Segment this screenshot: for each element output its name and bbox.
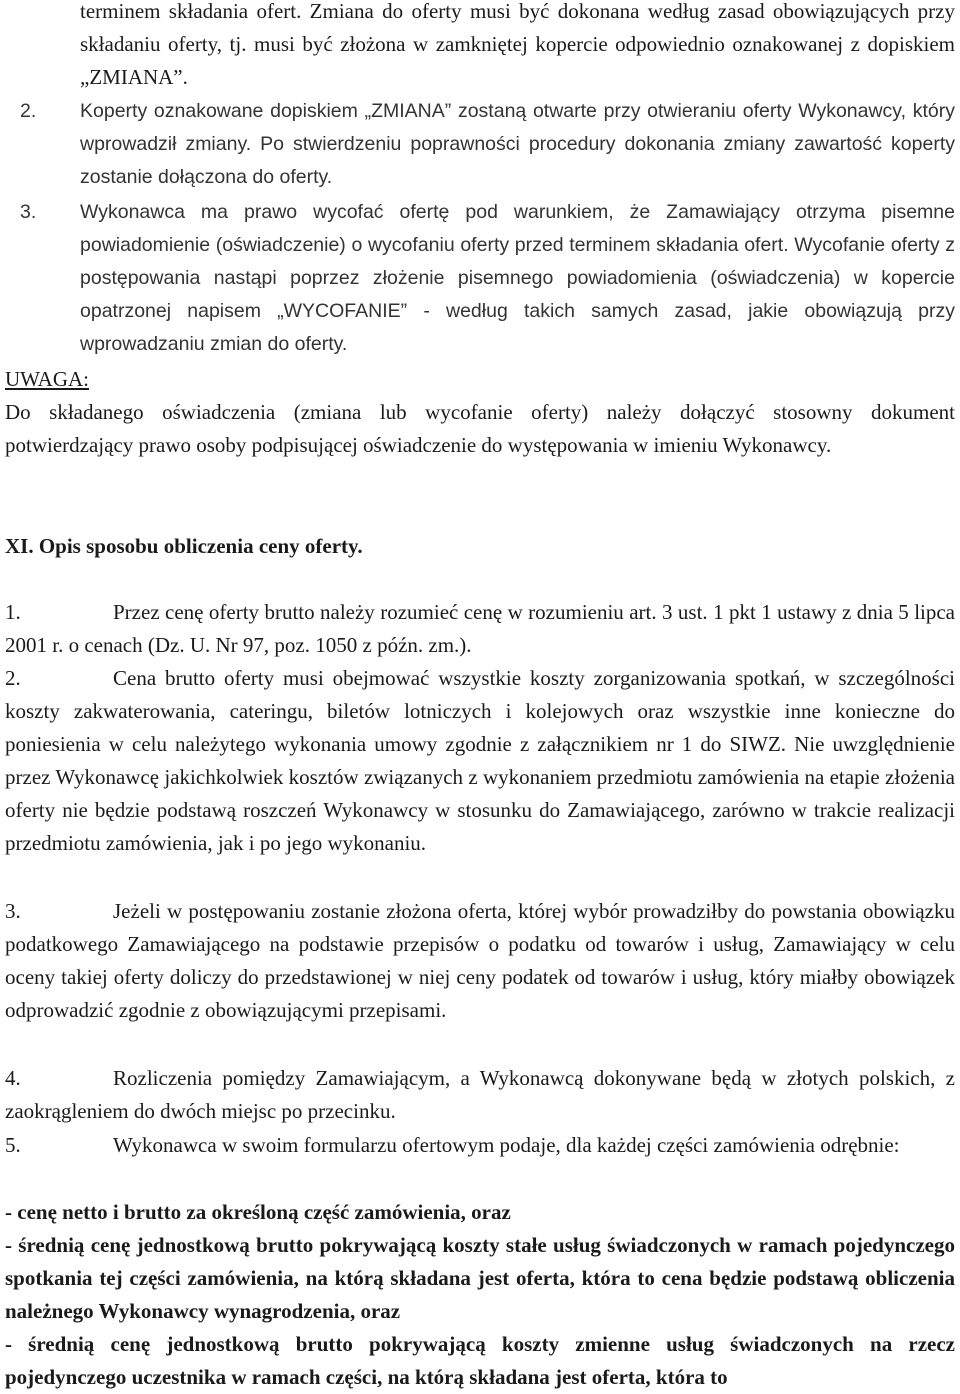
xi-item-4	[5, 1062, 955, 1128]
item-text: Cena brutto oferty musi obejmować wszystkie koszty zorganizowania spotkań, w szczególności koszty zakwaterowania, cateringu, biletów lotniczych i kolejowych oraz wszystkie inne konieczne do poniesienia w celu należytego wykonania umowy zgodnie z załącznikiem nr 1 do SIWZ. Nie uwzględnienie przez Wykonawcę jakichkolwiek kosztów związanych z wykonaniem przedmiotu zamówienia na etapie złożenia oferty nie będzie podstawą roszczeń Wykonawcy w stosunku do Zamawiającego, zarówno w trakcie realizacji przedmiotu zamówienia, jak i po jego wykonaniu.	[5, 666, 955, 855]
item-text: Rozliczenia pomiędzy Zamawiającym, a Wykonawcą dokonywane będą w złotych polskich, z zaokrągleniem do dwóch miejsc po przecinku.	[5, 1066, 955, 1123]
xi-item-2-paragraph	[5, 662, 955, 860]
uwaga-block	[5, 363, 955, 462]
xi-item-3-paragraph	[5, 895, 955, 1027]
bullet-item: - średnią cenę jednostkową brutto pokrywającą koszty stałe usług świadczonych w ramach pojedynczego spotkania tej części zamówienia, na którą składana jest oferta, która to cena będzie podstawą obliczenia należnego Wykonawcy wynagrodzenia, oraz	[5, 1233, 955, 1323]
xi-item-4-paragraph	[5, 1062, 955, 1128]
item-2	[5, 95, 955, 194]
xi-item-5-paragraph	[5, 1129, 955, 1162]
uwaga-text: Do składanego oświadczenia (zmiana lub wycofanie oferty) należy dołączyć stosowny dokument potwierdzający prawo osoby podpisującej oświadczenie do występowania w imieniu Wykonawcy.	[5, 400, 955, 457]
item-number: 4.	[5, 1066, 21, 1090]
item-text: Jeżeli w postępowaniu zostanie złożona oferta, której wybór prowadziłby do powstania obowiązku podatkowego Zamawiającego na podstawie przepisów o podatku od towarów i usług, Zamawiający w celu oceny takiej oferty doliczy do przedstawionej w niej ceny podatek od towarów i usług, który miałby obowiązek odprowadzić zgodnie z obowiązującymi przepisami.	[5, 899, 955, 1022]
item-text: Wykonawca ma prawo wycofać ofertę pod warunkiem, że Zamawiający otrzyma pisemne powiadomienie (oświadczenie) o wycofaniu oferty przed terminem składania ofert. Wycofanie oferty z postępowania nastąpi poprzez złożenie pisemnego powiadomienia (oświadczenia) w kopercie opatrzonej napisem „WYCOFANIE” - według takich samych zasad, jakie obowiązują przy wprowadzaniu zmian do oferty.	[80, 201, 955, 355]
uwaga-label: UWAGA:	[5, 367, 89, 391]
bullet-item: - cenę netto i brutto za określoną część zamówienia, oraz	[5, 1200, 511, 1224]
item-3	[5, 196, 955, 361]
item-number: 5.	[5, 1133, 21, 1157]
xi-item-1-paragraph	[5, 596, 955, 662]
item-2-paragraph	[20, 95, 955, 194]
bullet-item: - średnią cenę jednostkową brutto pokrywającą koszty zmienne usług świadczonych na rzecz pojedynczego uczestnika w ramach części, na którą składana jest oferta, która to	[5, 1332, 955, 1389]
xi-item-2	[5, 662, 955, 860]
item-3-paragraph	[20, 196, 955, 361]
xi-item-3	[5, 895, 955, 1027]
section-xi	[5, 530, 955, 563]
item-number: 3.	[20, 201, 37, 223]
item-number: 2.	[20, 100, 37, 122]
item-number: 3.	[5, 899, 21, 923]
item-number: 2.	[5, 666, 21, 690]
xi-item-5	[5, 1129, 955, 1162]
item1-continuation	[5, 0, 955, 94]
item-text: Wykonawca w swoim formularzu ofertowym podaje, dla każdej części zamówienia odrębnie:	[113, 1133, 900, 1157]
section-heading: XI. Opis sposobu obliczenia ceny oferty.	[5, 534, 363, 558]
item-text: Przez cenę oferty brutto należy rozumieć cenę w rozumieniu art. 3 ust. 1 pkt 1 ustawy z dnia 5 lipca 2001 r. o cenach (Dz. U. Nr 97, poz. 1050 z późn. zm.).	[5, 600, 955, 657]
xi-item-1	[5, 596, 955, 662]
item-number: 1.	[5, 600, 21, 624]
item-text: Koperty oznakowane dopiskiem „ZMIANA” zostaną otwarte przy otwieraniu oferty Wykonawcy, który wprowadził zmiany. Po stwierdzeniu poprawności procedury dokonania zmiany zawartość koperty zostanie dołączona do oferty.	[80, 100, 955, 188]
paragraph-text: terminem składania ofert. Zmiana do oferty musi być dokonana według zasad obowiązujących przy składaniu oferty, tj. musi być złożona w zamkniętej kopercie odpowiednio oznakowanej z dopiskiem „ZMIANA”.	[80, 0, 955, 89]
price-bullets	[5, 1196, 955, 1394]
